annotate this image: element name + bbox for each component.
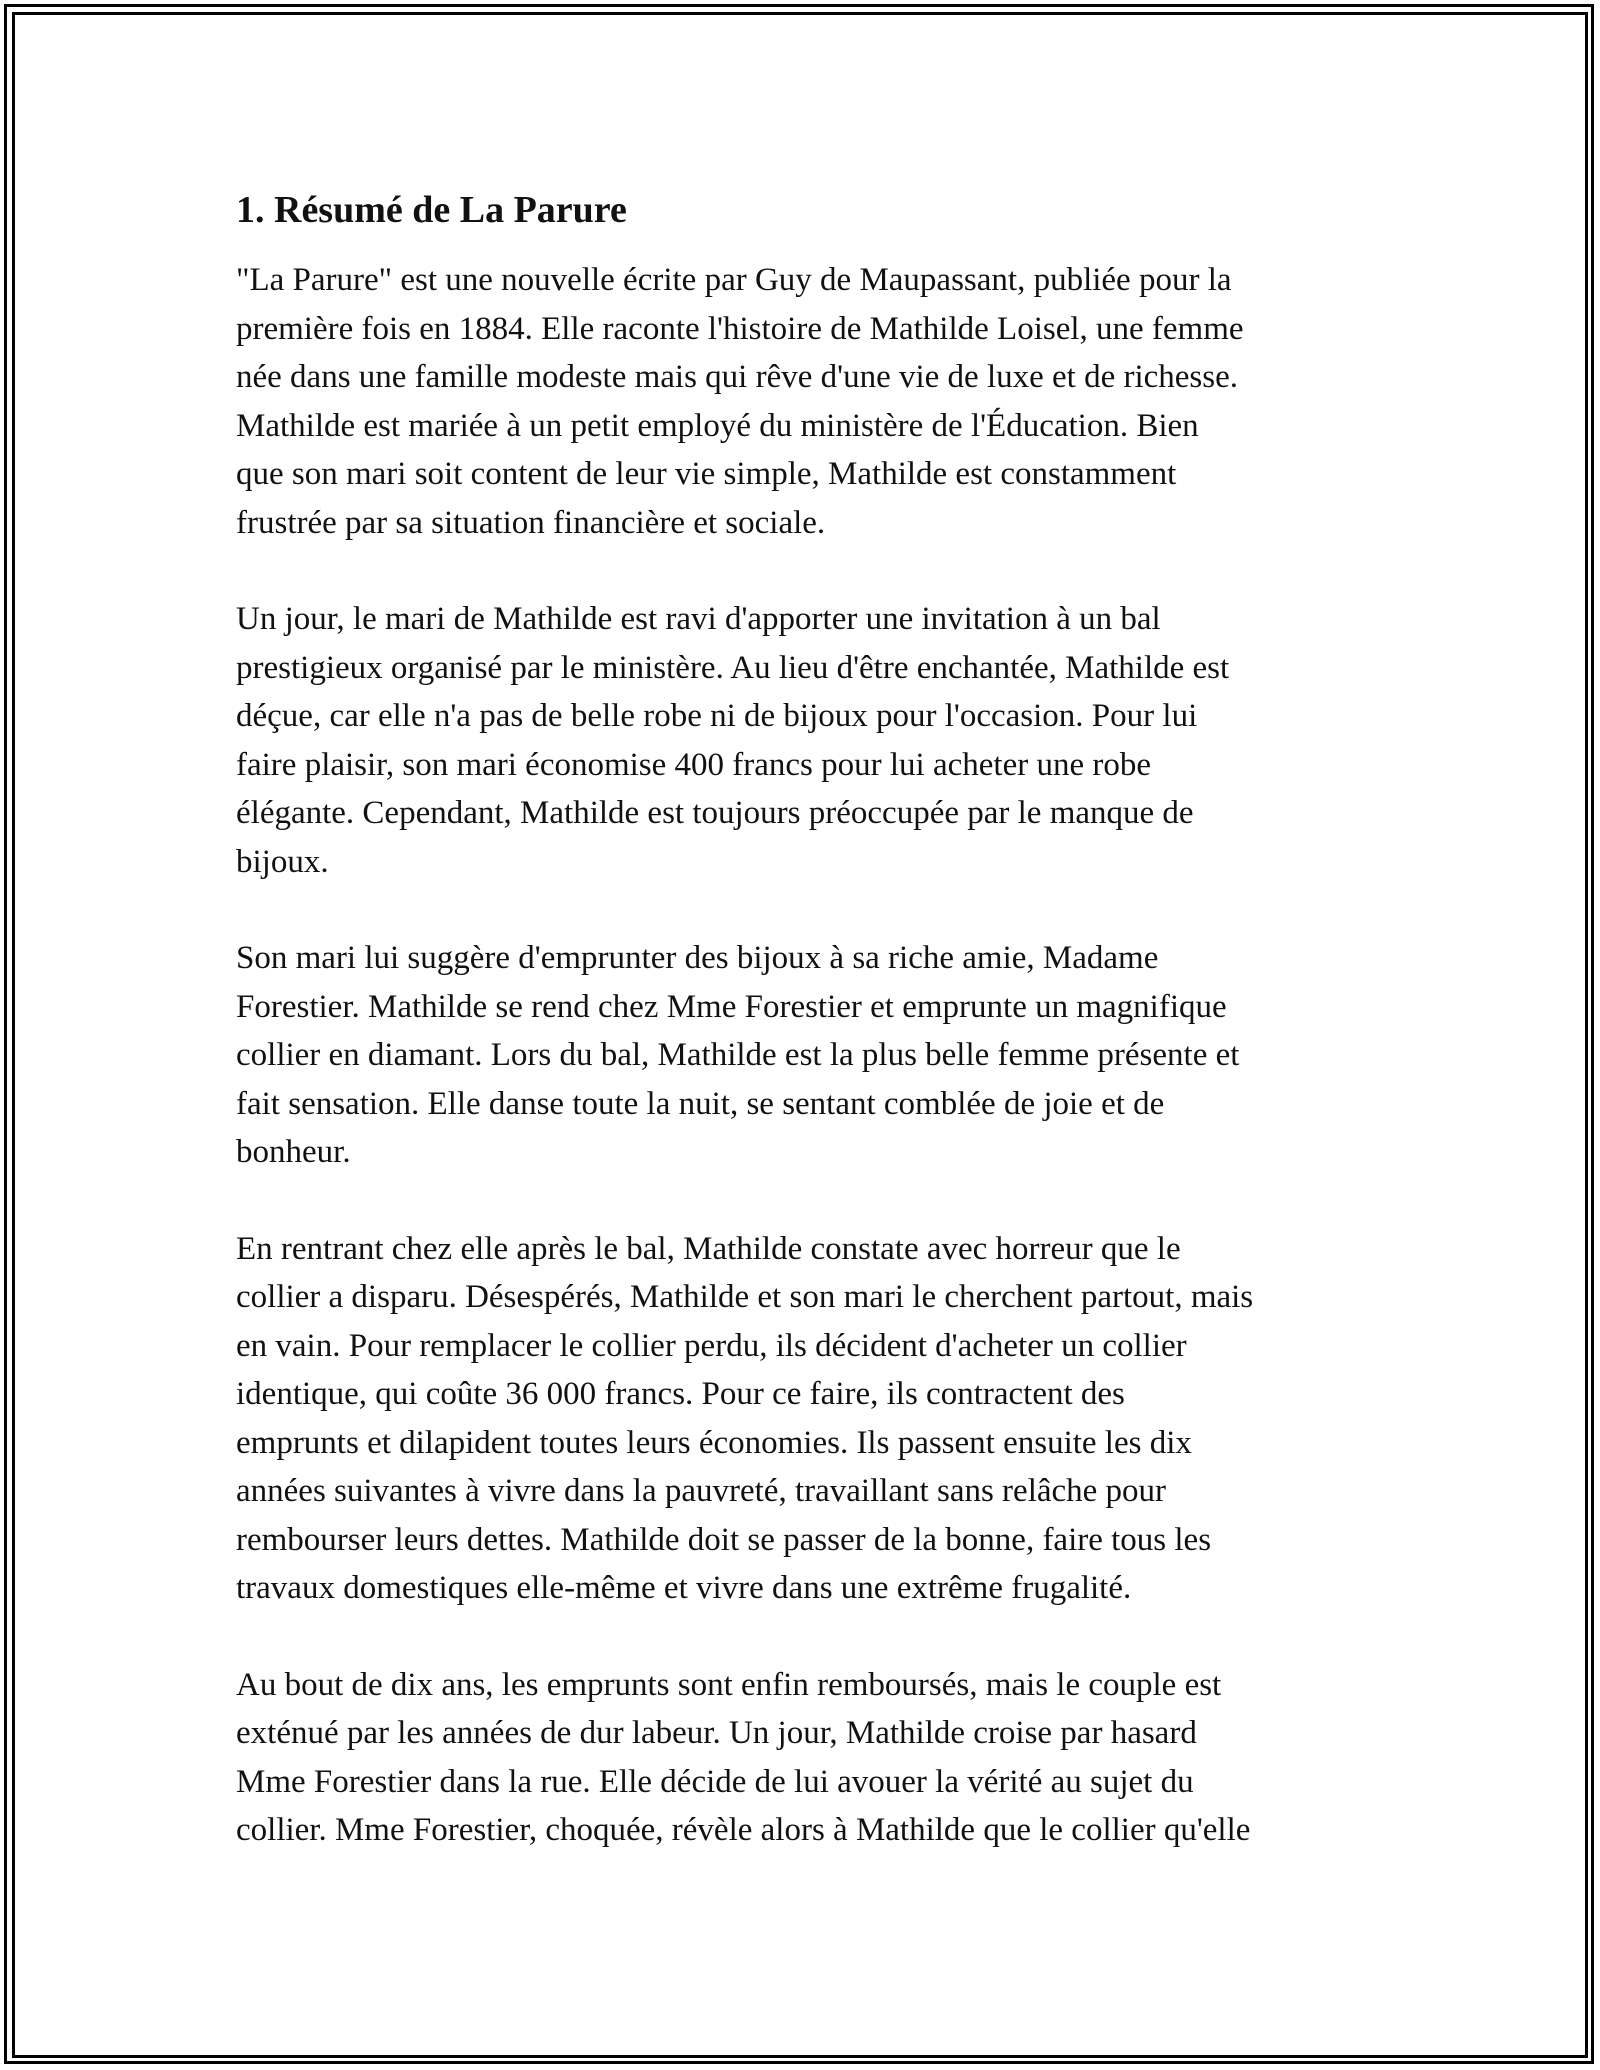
text-line: première fois en 1884. Elle raconte l'histoire de Mathilde Loisel, une femme <box>236 310 1244 347</box>
text-line: que son mari soit content de leur vie simple, Mathilde est constamment <box>236 456 1177 492</box>
text-line: Forestier. Mathilde se rend chez Mme Forestier et emprunte un magnifique <box>236 988 1227 1025</box>
text-line: fait sensation. Elle danse toute la nuit, se sentant comblée de joie et de <box>236 1085 1165 1122</box>
text-line: Mme Forestier dans la rue. Elle décide de lui avouer la vérité au sujet du <box>236 1763 1194 1800</box>
section-heading: 1. Résumé de La Parure <box>236 189 627 231</box>
text-line: années suivantes à vivre dans la pauvreté, travaillant sans relâche pour <box>236 1473 1167 1509</box>
text-line: En rentrant chez elle après le bal, Mathilde constate avec horreur que le <box>236 1230 1181 1267</box>
text-line: déçue, car elle n'a pas de belle robe ni de bijoux pour l'occasion. Pour lui <box>236 698 1198 734</box>
text-line: Son mari lui suggère d'emprunter des bijoux à sa riche amie, Madame <box>236 940 1159 976</box>
text-line: Mathilde est mariée à un petit employé du ministère de l'Éducation. Bien <box>236 407 1199 444</box>
text-line: Au bout de dix ans, les emprunts sont enfin remboursés, mais le couple est <box>236 1666 1222 1703</box>
text-line: frustrée par sa situation financière et sociale. <box>236 504 826 541</box>
text-line: travaux domestiques elle-même et vivre dans une extrême frugalité. <box>236 1570 1132 1606</box>
paragraph-4 <box>236 1225 1376 1613</box>
text-line: prestigieux organisé par le ministère. Au lieu d'être enchantée, Mathilde est <box>236 649 1230 686</box>
text-line: bijoux. <box>236 843 329 880</box>
text-line: bonheur. <box>236 1134 351 1170</box>
text-line: "La Parure" est une nouvelle écrite par Guy de Maupassant, publiée pour la <box>236 262 1232 298</box>
text-line: collier en diamant. Lors du bal, Mathilde est la plus belle femme présente et <box>236 1037 1240 1073</box>
text-line: en vain. Pour remplacer le collier perdu, ils décident d'acheter un collier <box>236 1327 1187 1364</box>
paragraph-list <box>236 256 1376 1855</box>
paragraph-2 <box>236 595 1376 886</box>
text-line: élégante. Cependant, Mathilde est toujours préoccupée par le manque de <box>236 795 1194 831</box>
paragraph-5 <box>236 1661 1376 1855</box>
text-line: collier a disparu. Désespérés, Mathilde et son mari le cherchent partout, mais <box>236 1279 1254 1315</box>
text-line: faire plaisir, son mari économise 400 francs pour lui acheter une robe <box>236 746 1152 783</box>
text-line: collier. Mme Forestier, choquée, révèle alors à Mathilde que le collier qu'elle <box>236 1812 1251 1848</box>
text-line: identique, qui coûte 36 000 francs. Pour ce faire, ils contractent des <box>236 1376 1125 1412</box>
text-line: exténué par les années de dur labeur. Un jour, Mathilde croise par hasard <box>236 1715 1197 1751</box>
text-line: emprunts et dilapident toutes leurs économies. Ils passent ensuite les dix <box>236 1424 1192 1461</box>
document-body <box>236 186 1376 1903</box>
paragraph-1 <box>236 256 1376 547</box>
paragraph-3 <box>236 934 1376 1177</box>
text-line: rembourser leurs dettes. Mathilde doit se passer de la bonne, faire tous les <box>236 1521 1212 1558</box>
text-line: Un jour, le mari de Mathilde est ravi d'apporter une invitation à un bal <box>236 601 1161 637</box>
text-line: née dans une famille modeste mais qui rêve d'une vie de luxe et de richesse. <box>236 359 1239 395</box>
